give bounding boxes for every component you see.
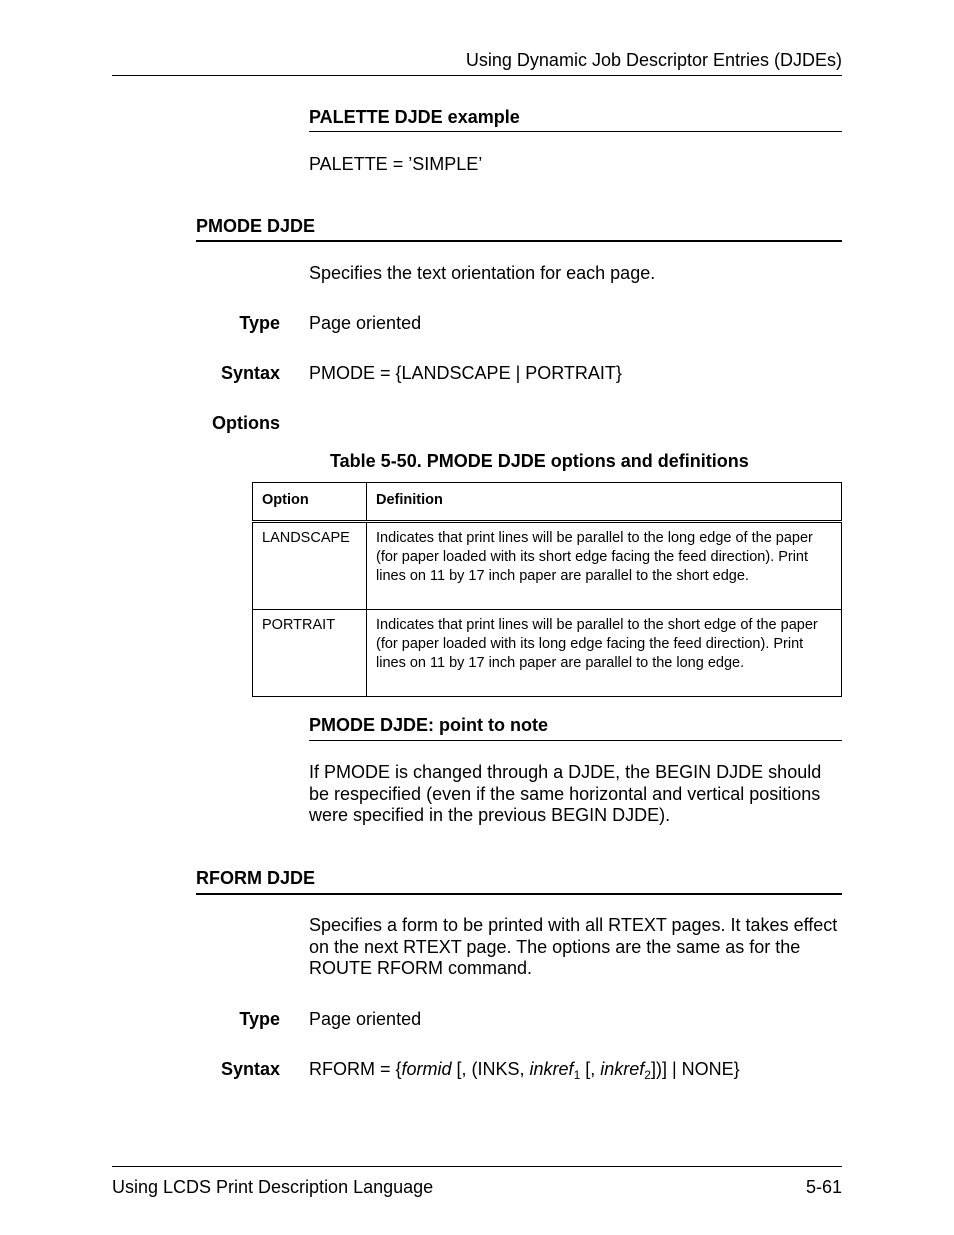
pmode-note-heading: PMODE DJDE: point to note — [309, 715, 548, 735]
options-table — [252, 482, 842, 697]
syntax-inks: [, (INKS, — [451, 1059, 530, 1079]
pmode-syntax-label: Syntax — [220, 363, 280, 383]
table-header-option: Option — [253, 483, 367, 522]
palette-example-heading: PALETTE DJDE example — [309, 107, 520, 127]
table-header-definition: Definition — [367, 483, 842, 522]
pmode-description: Specifies the text orientation for each page. — [309, 263, 656, 283]
pmode-note-text: If PMODE is changed through a DJDE, the BEGIN DJDE should be respecified (even if the same horizontal and vertical positions were specified in the previous BEGIN DJDE). — [309, 762, 822, 825]
rform-type-value: Page oriented — [309, 1009, 422, 1029]
rform-heading: RFORM DJDE — [196, 868, 316, 888]
table-caption: Table 5-50. PMODE DJDE options and definitions — [330, 451, 749, 471]
table-row — [253, 522, 842, 610]
running-header: Using Dynamic Job Descriptor Entries (DJDEs) — [465, 50, 842, 70]
rform-syntax-label: Syntax — [220, 1059, 280, 1079]
table-cell-option: PORTRAIT — [253, 610, 367, 697]
syntax-inkref: inkref — [529, 1059, 574, 1079]
pmode-note-rule — [309, 740, 842, 741]
pmode-heading-rule — [196, 240, 842, 242]
footer-title: Using LCDS Print Description Language — [112, 1177, 434, 1197]
pmode-type-value: Page oriented — [309, 313, 422, 333]
header-rule — [112, 75, 842, 76]
pmode-syntax-value: PMODE = {LANDSCAPE | PORTRAIT} — [309, 363, 622, 383]
rform-type-label: Type — [239, 1009, 280, 1029]
table-cell-definition: Indicates that print lines will be parallel to the long edge of the paper (for paper loaded with its short edge facing the feed direction). Print lines on 11 by 17 inch paper are parallel to the short edge. — [367, 522, 842, 610]
pmode-options-label: Options — [212, 413, 280, 433]
syntax-suffix: ])] | NONE} — [650, 1059, 740, 1079]
table-row — [253, 610, 842, 697]
table-header-row — [253, 483, 842, 522]
syntax-sub-2: 2 — [644, 1068, 651, 1082]
syntax-sub-1: 1 — [573, 1068, 581, 1082]
syntax-formid: formid — [401, 1059, 452, 1079]
table-cell-option: LANDSCAPE — [253, 522, 367, 610]
pmode-type-label: Type — [239, 313, 280, 333]
rform-syntax-value — [309, 1059, 740, 1080]
syntax-prefix: RFORM = { — [309, 1059, 402, 1079]
palette-example-code: PALETTE = ’SIMPLE’ — [309, 154, 483, 174]
syntax-separator: [, — [580, 1059, 601, 1079]
footer-rule — [112, 1166, 842, 1167]
rform-description: Specifies a form to be printed with all RTEXT pages. It takes effect on the next RTEXT page. The options are the same as for the ROUTE RFORM command. — [309, 915, 838, 978]
palette-example-rule — [309, 131, 842, 132]
rform-heading-rule — [196, 893, 842, 895]
pmode-heading: PMODE DJDE — [196, 216, 316, 236]
syntax-inkref: inkref — [600, 1059, 645, 1079]
table-cell-definition: Indicates that print lines will be parallel to the short edge of the paper (for paper loaded with its long edge facing the feed direction). Print lines on 11 by 17 inch paper are parallel to the long edge. — [367, 610, 842, 697]
page-number: 5-61 — [805, 1177, 842, 1197]
